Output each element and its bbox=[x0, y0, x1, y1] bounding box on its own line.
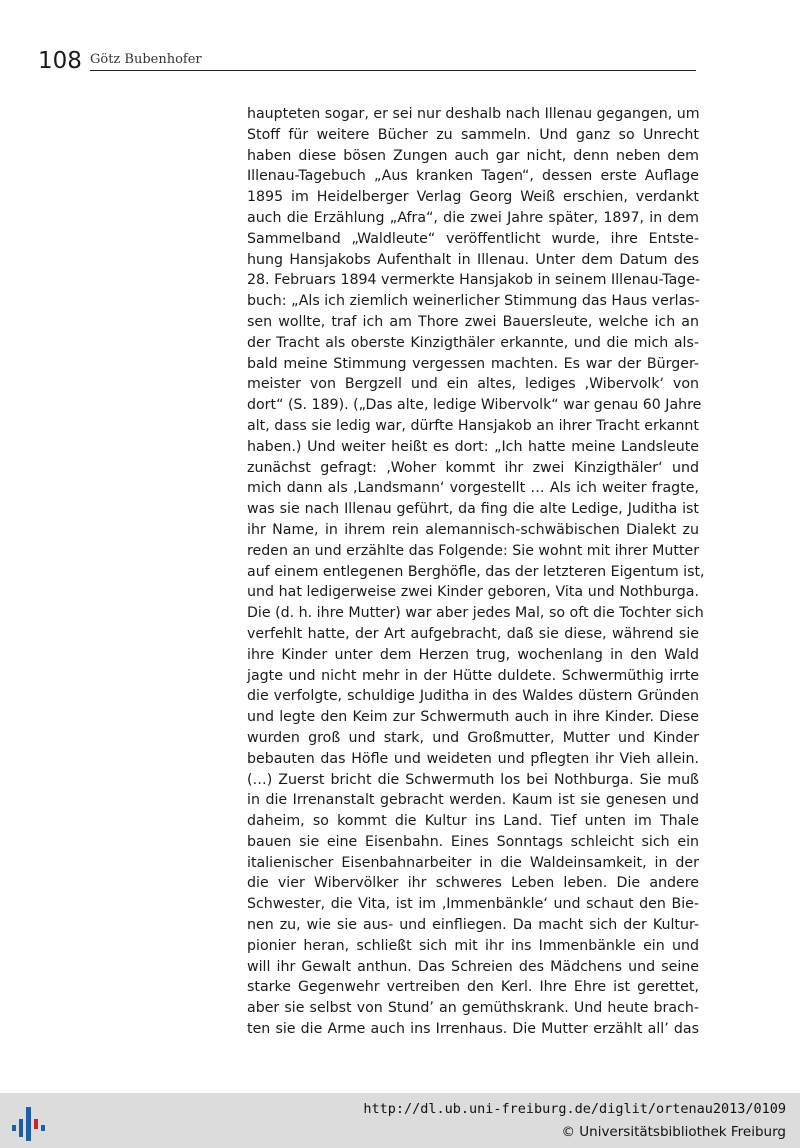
text-line: aber sie selbst von Stund’ an gemüthskrank. Und heute brach- bbox=[247, 1000, 699, 1017]
text-line: Stoff für weitere Bücher zu sammeln. Und ganz so Unrecht bbox=[247, 126, 699, 143]
text-line: was sie nach Illenau geführt, da fing die alte Ledige, Juditha ist bbox=[247, 501, 699, 518]
text-line: ihr Name, in ihrem rein alemannisch-schwäbischen Dialekt zu bbox=[247, 521, 699, 538]
ub-freiburg-logo-icon[interactable] bbox=[10, 1103, 50, 1143]
text-line: buch: „Als ich ziemlich weinerlicher Stimmung das Haus verlas- bbox=[247, 293, 700, 310]
text-line: reden an und erzählte das Folgende: Sie wohnt mit ihrer Mutter bbox=[247, 542, 700, 559]
text-line: mich dann als ‚Landsmann‘ vorgestellt … Als ich weiter fragte, bbox=[247, 480, 699, 497]
text-line: jagte und nicht mehr in der Hütte duldete. Schwermüthig irrte bbox=[247, 667, 699, 684]
running-head: Götz Bubenhofer bbox=[90, 52, 202, 67]
text-line: will ihr Gewalt anthun. Das Schreien des Mädchens und seine bbox=[247, 958, 699, 975]
text-line: Sammelband „Waldleute“ veröffentlicht wurde, ihre Entste- bbox=[247, 230, 699, 247]
text-line: bald meine Stimmung vergessen machten. Es war der Bürger- bbox=[247, 355, 699, 372]
footer-url-link[interactable]: http://dl.ub.uni-freiburg.de/diglit/ortenau2013/0109 bbox=[363, 1101, 786, 1117]
text-line: verfehlt hatte, der Art aufgebracht, daß sie diese, während sie bbox=[247, 625, 699, 642]
header-rule bbox=[90, 70, 696, 71]
text-line: zunächst gefragt: ‚Woher kommt ihr zwei Kinzigthäler‘ und bbox=[247, 459, 699, 476]
text-line: haben.) Und weiter heißt es dort: „Ich hatte meine Landsleute bbox=[247, 438, 699, 455]
text-line: und legte den Keim zur Schwermuth auch in ihre Kinder. Diese bbox=[247, 709, 699, 726]
text-line: Illenau-Tagebuch „Aus kranken Tagen“, dessen erste Auflage bbox=[247, 168, 699, 185]
footer-bar bbox=[0, 1093, 800, 1148]
page-header bbox=[38, 48, 698, 72]
text-line: nen zu, wie sie aus- und einfliegen. Da macht sich der Kultur- bbox=[247, 917, 699, 934]
text-line: Schwester, die Vita, ist im ‚Immenbänkle‘ und schaut den Bie- bbox=[247, 896, 699, 913]
text-line: in die Irrenanstalt gebracht werden. Kaum ist sie genesen und bbox=[247, 792, 699, 809]
text-line: die vier Wibervölker ihr schweres Leben leben. Die andere bbox=[247, 875, 699, 892]
text-line: haben diese bösen Zungen auch gar nicht, denn neben dem bbox=[247, 147, 699, 164]
text-line: 28. Februars 1894 vermerkte Hansjakob in seinem Illenau-Tage- bbox=[247, 272, 701, 289]
footer-copyright: © Universitätsbibliothek Freiburg bbox=[561, 1124, 786, 1140]
text-line: der Tracht als oberste Kinzigthäler erkannte, und die mich als- bbox=[247, 334, 699, 351]
text-line: daheim, so kommt die Kultur ins Land. Tief unten im Thale bbox=[247, 813, 699, 830]
text-line: pionier heran, schließt sich mit ihr ins Immenbänkle ein und bbox=[247, 937, 699, 954]
text-line: auch die Erzählung „Afra“, die zwei Jahre später, 1897, in dem bbox=[247, 209, 699, 226]
text-line: und hat ledigerweise zwei Kinder geboren, Vita und Nothburga. bbox=[247, 584, 699, 601]
text-line: auf einem entlegenen Berghöfle, das der letzteren Eigentum ist, bbox=[247, 563, 705, 580]
page-number: 108 bbox=[38, 48, 82, 74]
text-line: meister von Bergzell und ein altes, lediges ‚Wibervolk‘ von bbox=[247, 376, 699, 393]
text-line: starke Gegenwehr vertreiben den Kerl. Ihre Ehre ist gerettet, bbox=[247, 979, 699, 996]
text-line: die verfolgte, schuldige Juditha in des Waldes düstern Gründen bbox=[247, 688, 699, 705]
text-line: 1895 im Heidelberger Verlag Georg Weiß erschien, verdankt bbox=[247, 189, 699, 206]
text-line: (…) Zuerst bricht die Schwermuth los bei Nothburga. Sie muß bbox=[247, 771, 699, 788]
text-line: Die (d. h. ihre Mutter) war aber jedes Mal, so oft die Tochter sich bbox=[247, 605, 704, 622]
text-line: italienischer Eisenbahnarbeiter in die Waldeinsamkeit, in der bbox=[247, 854, 699, 871]
text-line: hung Hansjakobs Aufenthalt in Illenau. Unter dem Datum des bbox=[247, 251, 699, 268]
text-line: ten sie die Arme auch ins Irrenhaus. Die Mutter erzählt all’ das bbox=[247, 1021, 699, 1038]
text-line: dort“ (S. 189). („Das alte, ledige Wibervolk“ war genau 60 Jahre bbox=[247, 397, 702, 414]
text-line: alt, dass sie ledig war, dürfte Hansjakob an ihrer Tracht erkannt bbox=[247, 417, 699, 434]
text-line: bebauten das Höfle und weideten und pflegten ihr Vieh allein. bbox=[247, 750, 699, 767]
text-line: sen wollte, traf ich am Thore zwei Bauersleute, welche ich an bbox=[247, 313, 699, 330]
text-line: bauen sie eine Eisenbahn. Eines Sonntags schleicht sich ein bbox=[247, 833, 699, 850]
text-line: haupteten sogar, er sei nur deshalb nach Illenau gegangen, um bbox=[247, 106, 700, 122]
text-line: wurden groß und stark, und Großmutter, Mutter und Kinder bbox=[247, 729, 699, 746]
body-text bbox=[247, 104, 705, 1040]
text-line: ihre Kinder unter dem Herzen trug, wochenlang in den Wald bbox=[247, 646, 699, 663]
